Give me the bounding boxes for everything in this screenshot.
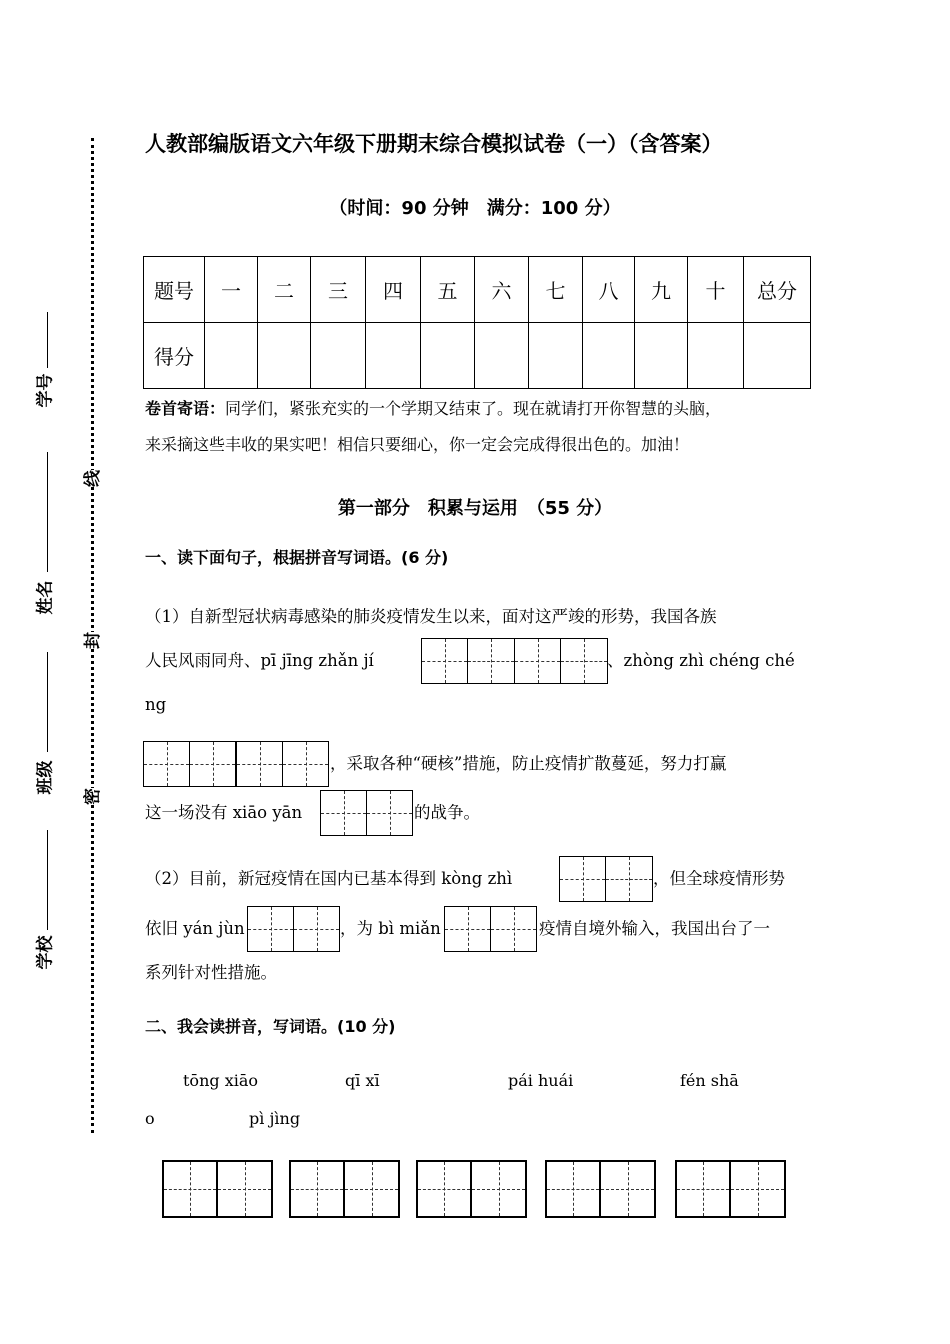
margin-mark-line: 线 (78, 470, 103, 487)
table-header-cell: 四 (366, 257, 421, 323)
answer-grid-kongzhi[interactable] (559, 856, 653, 902)
margin-mark-seal: 封 (78, 632, 103, 649)
q1-p2-line3: 系列针对性措施。 (145, 963, 277, 982)
score-cell[interactable] (529, 323, 583, 389)
part1-title: 第一部分 积累与运用 （55 分） (337, 498, 613, 519)
table-header-cell: 十 (688, 257, 744, 323)
score-cell[interactable] (688, 323, 744, 389)
score-cell[interactable] (744, 323, 811, 389)
q1-p2-line2a: 依旧 yán jùn (145, 919, 245, 938)
q1-title: 一、读下面句子，根据拼音写词语。(6 分) (145, 548, 449, 567)
q2-title: 二、我会读拼音，写词语。(10 分) (145, 1017, 396, 1036)
table-header-cell: 七 (529, 257, 583, 323)
score-cell[interactable] (583, 323, 635, 389)
table-header-cell: 八 (583, 257, 635, 323)
answer-grid-q2-1[interactable] (162, 1160, 273, 1218)
answer-grid-q2-4[interactable] (545, 1160, 656, 1218)
table-header-cell: 九 (635, 257, 688, 323)
answer-grid-pijingzhanji-2[interactable] (514, 638, 608, 684)
q1-p1-line1: （1）自新型冠状病毒感染的肺炎疫情发生以来，面对这严竣的形势，我国各族 (145, 607, 717, 626)
q1-p2-line2b: ，为 bì miǎn (340, 919, 441, 938)
table-header-cell: 二 (258, 257, 311, 323)
margin-label-student-id: 学号 (35, 373, 56, 408)
q2-pinyin-5: pì jìng (249, 1109, 301, 1128)
score-cell[interactable] (311, 323, 366, 389)
margin-mark-secret: 密 (78, 788, 103, 805)
score-cell[interactable] (366, 323, 421, 389)
table-header-cell: 题号 (144, 257, 205, 323)
q2-pinyin-1: tōng xiāo (183, 1071, 259, 1090)
score-table (143, 256, 811, 389)
table-row-label: 得分 (144, 323, 205, 389)
score-cell[interactable] (421, 323, 475, 389)
q1-p1-line2a: 人民风雨同舟、pī jīng zhǎn jí (145, 651, 374, 670)
score-cell[interactable] (205, 323, 258, 389)
table-header-cell: 三 (311, 257, 366, 323)
score-table-score-row (144, 323, 811, 389)
q1-p2-line1b: ，但全球疫情形势 (653, 869, 785, 888)
q2-pinyin-2: qī xī (345, 1071, 380, 1090)
margin-label-class: 班级 (35, 760, 56, 795)
answer-grid-pijingzhanji-1[interactable] (421, 638, 515, 684)
answer-grid-q2-3[interactable] (416, 1160, 527, 1218)
table-header-cell: 总分 (744, 257, 811, 323)
answer-grid-q2-2[interactable] (289, 1160, 400, 1218)
answer-grid-bimian[interactable] (444, 906, 537, 952)
class-blank (47, 652, 48, 752)
exam-time-info: （时间：90 分钟 满分：100 分） (329, 198, 621, 219)
margin-label-school: 学校 (35, 935, 56, 970)
q2-pinyin-4: fén shā (680, 1071, 739, 1090)
answer-grid-zhongzhichengcheng-1[interactable] (143, 741, 236, 787)
q1-p2-line1a: （2）目前，新冠疫情在国内已基本得到 kòng zhì (145, 869, 513, 888)
q1-p1-line4: ，采取各种“硬核”措施，防止疫情扩散蔓延，努力打赢 (330, 754, 727, 773)
school-blank (47, 830, 48, 930)
student-id-blank (47, 312, 48, 368)
answer-grid-q2-5[interactable] (675, 1160, 786, 1218)
q1-p1-line5a: 这一场没有 xiāo yān (145, 803, 303, 822)
table-header-cell: 六 (475, 257, 529, 323)
q2-pinyin-4-wrap: o (145, 1109, 155, 1128)
margin-label-name: 姓名 (35, 580, 56, 615)
q1-p1-line5b: 的战争。 (414, 803, 480, 822)
intro-text: 同学们，紧张充实的一个学期又结束了。现在就请打开你智慧的头脑， (225, 399, 722, 418)
table-header-cell: 五 (421, 257, 475, 323)
answer-grid-xiaoyan[interactable] (320, 790, 413, 836)
score-cell[interactable] (258, 323, 311, 389)
page-title: 人教部编版语文六年级下册期末综合模拟试卷（一）（含答案） (145, 132, 723, 156)
answer-grid-zhongzhichengcheng-2[interactable] (236, 741, 329, 787)
score-cell[interactable] (475, 323, 529, 389)
score-table-header-row (144, 257, 811, 323)
intro-label: 卷首寄语： (145, 399, 226, 418)
intro-line-2: 来采摘这些丰收的果实吧！相信只要细心，你一定会完成得很出色的。加油！ (145, 435, 690, 454)
q1-p2-line2c: 疫情自境外输入，我国出台了一 (539, 919, 770, 938)
answer-grid-yanjun[interactable] (247, 906, 340, 952)
score-cell[interactable] (635, 323, 688, 389)
table-header-cell: 一 (205, 257, 258, 323)
q1-p1-line2b: 、zhòng zhì chéng ché (607, 651, 795, 670)
intro-line-1 (145, 399, 721, 418)
q1-p1-line3: ng (145, 695, 167, 714)
q2-pinyin-3: pái huái (508, 1071, 574, 1090)
